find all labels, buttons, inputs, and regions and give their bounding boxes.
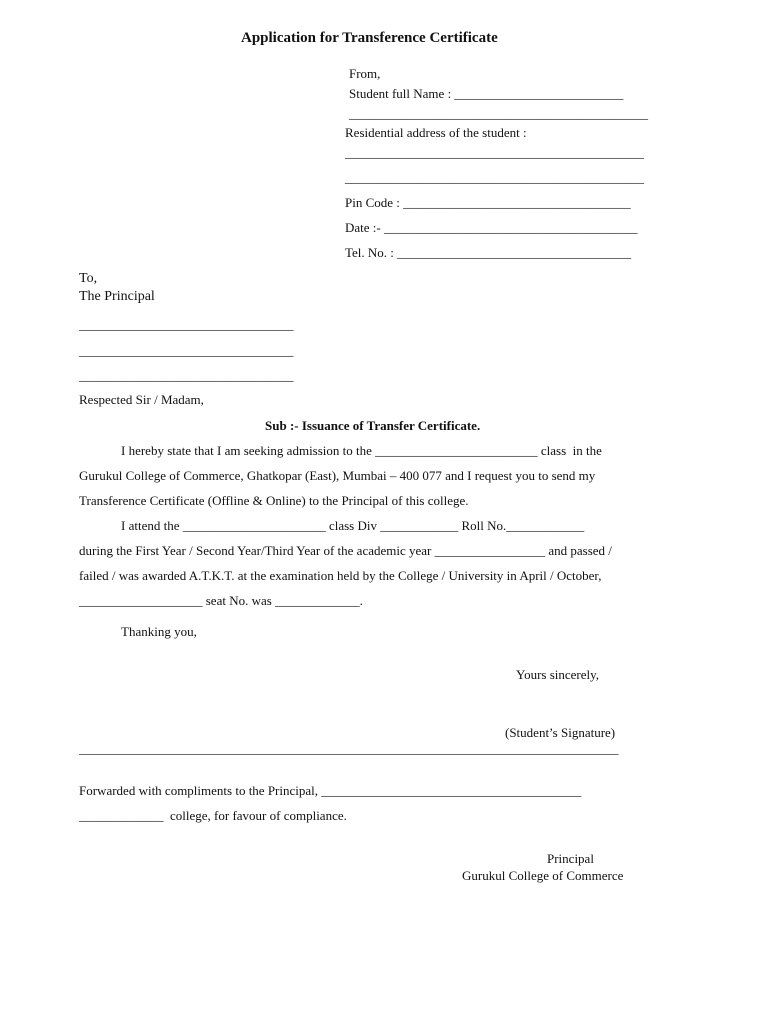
- paragraph-1-line-1: I hereby state that I am seeking admission to the _________________________ class in the: [121, 443, 602, 458]
- paragraph-2-line-3: failed / was awarded A.T.K.T. at the examination held by the College / University in April / October,: [79, 568, 602, 583]
- closing-line: Yours sincerely,: [516, 667, 600, 682]
- footer-college-name: Gurukul College of Commerce: [462, 868, 624, 883]
- document-title: Application for Transference Certificate: [241, 30, 498, 46]
- to-address-line-1: _________________________________: [79, 317, 294, 332]
- address-label: Residential address of the student :: [345, 125, 527, 140]
- principal-label: The Principal: [79, 289, 155, 304]
- date-field: Date :- _______________________________________: [345, 220, 638, 235]
- to-label: To,: [79, 271, 98, 286]
- subject-line: Sub :- Issuance of Transfer Certificate.: [265, 418, 481, 433]
- from-label: From,: [349, 66, 381, 81]
- forward-line-2: _____________ college, for favour of compliance.: [79, 808, 347, 823]
- paragraph-1-line-3: Transference Certificate (Offline & Online) to the Principal of this college.: [79, 493, 469, 508]
- tel-field: Tel. No. : ____________________________________: [345, 245, 632, 260]
- paragraph-2-line-4: ___________________ seat No. was _____________.: [79, 593, 363, 608]
- pin-code-field: Pin Code : ___________________________________: [345, 195, 631, 210]
- paragraph-2-line-1: I attend the ______________________ class Div ____________ Roll No.____________: [121, 518, 585, 533]
- to-address-line-3: _________________________________: [79, 368, 294, 383]
- salutation: Respected Sir / Madam,: [79, 392, 204, 407]
- footer-principal: Principal: [547, 851, 594, 866]
- forward-line-1: Forwarded with compliments to the Principal, ________________________________________: [79, 783, 582, 798]
- to-address-line-2: _________________________________: [79, 343, 294, 358]
- separator-line: ___________________________________________________________________________________: [79, 741, 619, 756]
- address-line-1: ______________________________________________: [345, 145, 644, 160]
- student-name-line-2: ______________________________________________: [349, 106, 648, 121]
- student-signature-label: (Student’s Signature): [505, 725, 616, 740]
- paragraph-2-line-2: during the First Year / Second Year/Third Year of the academic year _________________ and passed /: [79, 543, 612, 558]
- thanking-line: Thanking you,: [121, 624, 197, 639]
- paragraph-1-line-2: Gurukul College of Commerce, Ghatkopar (East), Mumbai – 400 077 and I request you to send my: [79, 468, 596, 483]
- student-name-field: Student full Name : __________________________: [349, 86, 624, 101]
- address-line-2: ______________________________________________: [345, 170, 644, 185]
